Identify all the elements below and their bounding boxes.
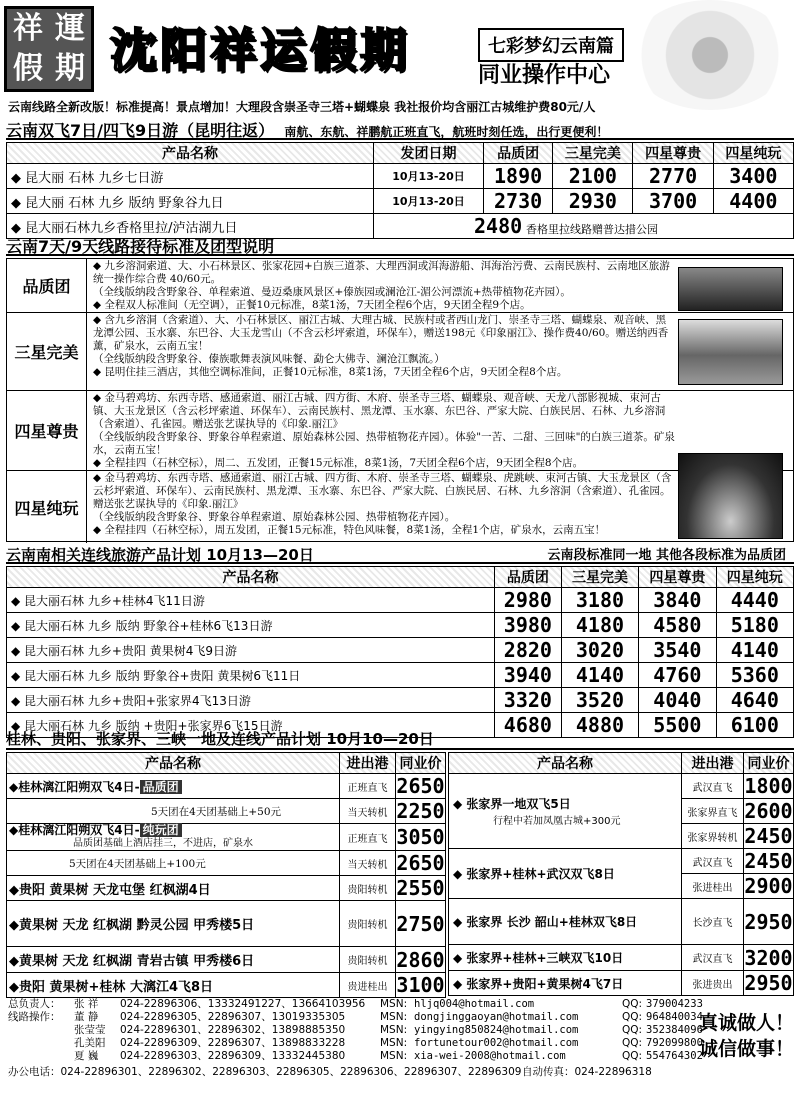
msn-label: MSN: xyxy=(380,1037,408,1049)
links-table xyxy=(6,566,794,738)
section-title: 云南南相关连线旅游产品计划 10月13—20日 xyxy=(6,546,314,564)
standard-text xyxy=(93,314,675,379)
slogan-line: 真诚做人！ xyxy=(698,1012,794,1034)
stage-show-photo xyxy=(678,453,783,539)
price: 3940 xyxy=(495,663,562,688)
col-header: 发团日期 xyxy=(374,143,484,164)
price: 3520 xyxy=(561,688,638,713)
page-title: 沈阳祥运假期 xyxy=(110,23,410,77)
port: 贵阳转机 xyxy=(340,901,396,947)
price: 2930 xyxy=(553,189,633,214)
price: 6100 xyxy=(716,713,793,738)
price: 2650 xyxy=(396,774,445,798)
col-header: 同业价 xyxy=(744,753,794,774)
product-name: ◆ 昆大丽石林 九乡+桂林4飞11日游 xyxy=(7,588,495,613)
product-name: ◆黄果树 天龙 红枫湖 黔灵公园 甲秀楼5日 xyxy=(7,901,340,947)
contact-msn[interactable]: dongjinggaoyan@hotmail.com xyxy=(414,1011,579,1023)
msn-label: MSN: xyxy=(380,1024,408,1036)
guilin-left-table xyxy=(6,752,446,998)
date: 10月13-20日 xyxy=(374,189,484,214)
contact-row xyxy=(74,1024,703,1037)
product-name: ◆ 昆大丽石林 九乡+贵阳 黄果树4飞9日游 xyxy=(7,638,495,663)
price: 3980 xyxy=(495,613,562,638)
contact-msn[interactable]: yingying850824@hotmail.com xyxy=(414,1024,579,1036)
section-title: 云南7天/9天线路接待标准及团型说明 xyxy=(6,237,275,256)
section-links-title xyxy=(6,544,794,564)
price: 3840 xyxy=(639,588,716,613)
slogan xyxy=(678,1010,794,1062)
price: 2450 xyxy=(744,849,793,873)
price: 4180 xyxy=(561,613,638,638)
standard-line: ◆ 全程挂四（石林空标），周五发团，正餐15元标准，特色风味餐，8菜1汤，全程1个店，矿泉水，云南五宝！ xyxy=(93,524,606,536)
price: 2950 xyxy=(744,899,794,945)
standard-label: 四星纯玩 xyxy=(7,471,87,543)
price: 3320 xyxy=(495,688,562,713)
col-header: 同业价 xyxy=(396,753,446,774)
contact-row xyxy=(74,1011,703,1024)
col-header: 四星尊贵 xyxy=(633,143,713,164)
product-name: ◆ 张家界+桂林+武汉双飞8日 xyxy=(449,849,682,899)
standard-row xyxy=(7,259,793,313)
product-name: ◆黄果树 天龙 红枫湖 青岩古镇 甲秀楼6日 xyxy=(7,947,340,973)
price: 3540 xyxy=(639,638,716,663)
product-name: ◆桂林漓江阳朔双飞4日- xyxy=(9,823,140,837)
standard-line: （全线版纳段含野象谷、傣族歌舞表演风味餐、勐仑大佛寺、澜沧江飘流。） xyxy=(93,353,445,365)
standard-row xyxy=(7,391,793,471)
standard-row xyxy=(7,471,793,543)
tier-tag: 品质团 xyxy=(140,780,182,794)
price: 2600 xyxy=(744,799,793,823)
contact-msn[interactable]: fortunetour002@hotmail.com xyxy=(414,1037,579,1049)
contact-name: 张莹莹 xyxy=(74,1024,106,1036)
product-name: ◆ 昆大丽 石林 九乡 版纳 野象谷九日 xyxy=(7,189,374,214)
port: 武汉直飞 xyxy=(682,774,744,799)
standard-text xyxy=(93,472,675,537)
label-manager: 总负责人： xyxy=(8,998,61,1010)
price: 3020 xyxy=(561,638,638,663)
price: 2550 xyxy=(396,876,445,900)
price: 3200 xyxy=(744,945,793,970)
price: 2900 xyxy=(744,874,793,898)
port: 贵阳转机 xyxy=(340,876,396,901)
section-title: 云南双飞7日/四飞9日游（昆明往返） xyxy=(6,121,275,140)
col-header: 产品名称 xyxy=(7,753,340,774)
product-name: ◆ 昆大丽石林 九乡 版纳 野象谷+桂林6飞13日游 xyxy=(7,613,495,638)
price: 2950 xyxy=(744,971,793,995)
col-header: 品质团 xyxy=(495,567,562,588)
product-note: 5天团在4天团基础上+100元 xyxy=(7,851,340,876)
col-header: 进出港 xyxy=(682,753,744,774)
center-name: 同业操作中心 xyxy=(478,63,611,88)
standard-text xyxy=(93,260,675,312)
price: 4140 xyxy=(716,638,793,663)
port: 武汉直飞 xyxy=(682,945,744,971)
contact-qq: 964840034 xyxy=(646,1011,703,1023)
price: 2750 xyxy=(396,901,446,947)
col-header: 进出港 xyxy=(340,753,396,774)
product-cell xyxy=(449,774,682,849)
section-note: 南航、东航、祥鹏航正班直飞，航班时刻任选，出行更便利！ xyxy=(284,125,609,139)
price-note: 香格里拉线路赠普达措公园 xyxy=(526,223,658,236)
product-note: 5天团在4天团基础上+50元 xyxy=(7,799,340,824)
product-name: ◆ 昆大丽石林九乡香格里拉/泸沽湖九日 xyxy=(7,214,374,239)
port: 正班直飞 xyxy=(340,824,396,851)
col-header: 三星完美 xyxy=(561,567,638,588)
price: 3100 xyxy=(396,973,445,997)
port: 张家界直飞 xyxy=(682,799,744,824)
tier-tag: 纯玩团 xyxy=(140,823,182,837)
price: 4400 xyxy=(713,189,793,214)
contact-name: 张 祥 xyxy=(74,998,99,1010)
col-header: 产品名称 xyxy=(7,143,374,164)
contact-qq: 379004233 xyxy=(646,998,703,1010)
slogan-line: 诚信做事！ xyxy=(698,1038,794,1060)
contact-tel: 024-22896305、22896307、13019335305 xyxy=(120,1011,346,1023)
logo-char: 期 xyxy=(55,51,85,86)
price: 2480 xyxy=(474,214,523,238)
qq-label: QQ: xyxy=(622,1024,643,1036)
product-note: 品质团基础上酒店挂三，不进店，矿泉水 xyxy=(73,838,253,849)
msn-label: MSN: xyxy=(380,1050,408,1062)
date: 10月13-20日 xyxy=(374,164,484,189)
standard-line: （全线版纳段含野象谷、野象谷单程索道、原始森林公园、热带植物花卉园）。体验"一苦、二甜、三回味"的白族三道茶。矿泉水，云南五宝！ xyxy=(93,431,675,456)
port: 张家界转机 xyxy=(682,824,744,849)
product-name: ◆ 张家界一地双飞5日 xyxy=(453,797,571,811)
contact-row xyxy=(74,1050,703,1063)
subtitle-box: 七彩梦幻云南篇 xyxy=(478,28,624,62)
office-phones: 办公电话：024-22896301、22896302、22896303、22896305、22896306、22896307、22896309 xyxy=(8,1066,522,1078)
qq-label: QQ: xyxy=(622,998,643,1010)
yunnan-table xyxy=(6,142,794,239)
section-yunnan-title xyxy=(6,118,794,140)
product-name: ◆ 昆大丽石林 九乡 版纳 野象谷+贵阳 黄果树6飞11日 xyxy=(7,663,495,688)
product-name: ◆ 昆大丽 石林 九乡七日游 xyxy=(7,164,374,189)
product-name: ◆ 昆大丽石林 九乡+贵阳+张家界4飞13日游 xyxy=(7,688,495,713)
standard-row xyxy=(7,313,793,391)
col-header: 产品名称 xyxy=(7,567,495,588)
standard-line: ◆ 九乡溶洞索道、大、小石林景区、张家花园+白族三道茶、大理西洞或洱海游船、洱海治污费、云南民族村、云南地区旅游统一操作综合费 40/60元。 xyxy=(93,260,670,285)
product-name: ◆贵阳 黄果树+桂林 大漓江4飞8日 xyxy=(7,973,340,998)
price: 2770 xyxy=(633,164,713,189)
product-name: ◆ 昆大丽石林 九乡 版纳 +贵阳+张家界6飞15日游 xyxy=(7,713,495,738)
price: 4440 xyxy=(716,588,793,613)
col-header: 四星纯玩 xyxy=(716,567,793,588)
logo-char: 假 xyxy=(13,51,43,86)
standard-label: 三星完美 xyxy=(7,313,87,390)
price: 4140 xyxy=(561,663,638,688)
contact-name: 孔美阳 xyxy=(74,1037,106,1049)
price: 2980 xyxy=(495,588,562,613)
port: 张进贵出 xyxy=(682,971,744,996)
logo-char: 祥 xyxy=(13,11,43,46)
contact-tel: 024-22896301、22896302、13898885350 xyxy=(120,1024,346,1036)
price: 4880 xyxy=(561,713,638,738)
product-name: ◆桂林漓江阳朔双飞4日- xyxy=(9,779,140,794)
notice: 云南线路全新改版！标准提高！景点增加！大理段含崇圣寺三塔+蝴蝶泉 我社报价均含丽江古城维护费80元/人 xyxy=(8,100,596,114)
standard-line: ◆ 金马碧鸡坊、东西寺塔、感通索道、丽江古城、四方街、木府、崇圣寺三塔、蝴蝶泉、观音峡、天龙八部影视城、束河古镇、大玉龙景区（含云杉坪索道、环保车）、云南民族村、黑龙潭、玉水寨、东巴谷、严家大院、白族民居、石林、九乡溶洞（含索道）、孔雀园。赠送张艺谋执导的《印象.丽江》 xyxy=(93,392,666,430)
port: 正班直飞 xyxy=(340,774,396,799)
price: 4580 xyxy=(639,613,716,638)
contact-name: 夏 巍 xyxy=(74,1050,99,1062)
price: 4040 xyxy=(639,688,716,713)
contact-name: 董 静 xyxy=(74,1011,99,1023)
price: 2730 xyxy=(484,189,553,214)
product-note: 行程中若加凤凰古城+300元 xyxy=(493,816,621,827)
label-operators: 线路操作： xyxy=(8,1011,61,1023)
contact-tel: 024-22896306、13332491227、13664103956 xyxy=(120,998,366,1010)
price: 2860 xyxy=(396,947,445,972)
standard-line: （全线版纳段含野象谷、野象谷单程索道、原始森林公园、热带植物花卉园）。 xyxy=(93,511,456,523)
contact-qq: 554764302 xyxy=(646,1050,703,1062)
standard-line: ◆ 全程双人标准间（无空调），正餐10元标准，8菜1汤，7天团全程6个店，9天团全程9个店。 xyxy=(93,299,531,311)
contact-row xyxy=(74,1037,703,1050)
standard-line: ◆ 全程挂四（石林空标），周二、五发团，正餐15元标准，8菜1汤，7天团全程6个店，9天团全程8个店。 xyxy=(93,457,584,469)
standard-text xyxy=(93,392,675,470)
product-name: ◆贵阳 黄果树 天龙屯堡 红枫湖4日 xyxy=(7,876,340,901)
price: 4640 xyxy=(716,688,793,713)
contact-row xyxy=(74,998,703,1011)
price: 5500 xyxy=(639,713,716,738)
product-name: ◆ 张家界 长沙 韶山+桂林双飞8日 xyxy=(449,899,682,945)
standard-line: ◆ 金马碧鸡坊、东西寺塔、感通索道、丽江古城、四方街、木府、崇圣寺三塔、蝴蝶泉、虎跳峡、束河古镇、大玉龙景区（含云杉坪索道、环保车）、云南民族村、黑龙潭、玉水寨、东巴谷、严家大院、白族民居、石林、九乡溶洞（含索道）、孔雀园。赠送张艺谋执导的《印象.丽江》 xyxy=(93,472,672,510)
standard-label: 品质团 xyxy=(7,259,87,312)
standard-line: ◆ 含九乡溶洞（含索道）、大、小石林景区、丽江古城、大理古城、民族村或者西山龙门、崇圣寺三塔、蝴蝶泉、观音峡、黑龙潭公园、玉水寨、东巴谷、大玉龙雪山（不含云杉坪索道，环保车），赠送198元《印象丽江》、操作费40/60。赠送纳西香薰，矿泉水，云南五宝！ xyxy=(93,314,669,352)
col-header: 品质团 xyxy=(484,143,553,164)
price: 5360 xyxy=(716,663,793,688)
flower-decoration xyxy=(630,0,790,110)
logo xyxy=(4,6,94,92)
qq-label: QQ: xyxy=(622,1037,643,1049)
price: 5180 xyxy=(716,613,793,638)
price: 2450 xyxy=(744,824,793,848)
price: 3180 xyxy=(561,588,638,613)
logo-char: 運 xyxy=(55,11,85,46)
price: 4760 xyxy=(639,663,716,688)
qq-label: QQ: xyxy=(622,1050,643,1062)
qq-label: QQ: xyxy=(622,1011,643,1023)
product-name: ◆ 张家界+桂林+三峡双飞10日 xyxy=(449,945,682,971)
price: 1890 xyxy=(484,164,553,189)
price: 2820 xyxy=(495,638,562,663)
port: 贵阳转机 xyxy=(340,947,396,973)
product-name: ◆ 张家界+贵阳+黄果树4飞7日 xyxy=(449,971,682,996)
col-header: 产品名称 xyxy=(449,753,682,774)
col-header: 四星纯玩 xyxy=(713,143,793,164)
price: 2100 xyxy=(553,164,633,189)
port: 武汉直飞 xyxy=(682,849,744,874)
standards-table xyxy=(6,258,794,542)
price: 3700 xyxy=(633,189,713,214)
price: 4680 xyxy=(495,713,562,738)
port: 当天转机 xyxy=(340,799,396,824)
section-title: 桂林、贵阳、张家界、三峡一地及连线产品计划 10月10—20日 xyxy=(6,730,434,748)
price: 1800 xyxy=(744,774,793,798)
price: 2250 xyxy=(396,799,445,823)
section-note: 云南段标准同一地 其他各段标准为品质团 xyxy=(547,548,786,563)
contact-msn[interactable]: hljq004@hotmail.com xyxy=(414,998,535,1010)
lake-mountain-photo xyxy=(678,319,783,385)
product-cell xyxy=(7,774,340,799)
section-guilin-title xyxy=(6,728,794,750)
product-cell xyxy=(7,824,340,851)
port: 贵进桂出 xyxy=(340,973,396,998)
msn-label: MSN: xyxy=(380,998,408,1010)
guilin-right-table xyxy=(448,752,794,996)
port: 当天转机 xyxy=(340,851,396,876)
section-standards-title xyxy=(6,234,794,256)
contact-tel: 024-22896303、22896309、13332445380 xyxy=(120,1050,346,1062)
msn-label: MSN: xyxy=(380,1011,408,1023)
col-header: 四星尊贵 xyxy=(639,567,716,588)
standard-line: （全线版纳段含野象谷、单程索道、曼迈桑康风景区+傣族园或澜沧江-湄公河漂流+热带植物花卉园）。 xyxy=(93,286,571,298)
port: 张进桂出 xyxy=(682,874,744,899)
col-header: 三星完美 xyxy=(553,143,633,164)
stone-forest-photo xyxy=(678,267,783,311)
contact-tel: 024-22896309、22896307、13898833228 xyxy=(120,1037,346,1049)
contact-qq: 792099800 xyxy=(646,1037,703,1049)
contact-msn[interactable]: xia-wei-2008@hotmail.com xyxy=(414,1050,566,1062)
contact-qq: 352384096 xyxy=(646,1024,703,1036)
fax-number: 自动传真：024-22896318 xyxy=(522,1066,652,1078)
price: 2650 xyxy=(396,851,445,875)
port: 长沙直飞 xyxy=(682,899,744,945)
standard-label: 四星尊贵 xyxy=(7,391,87,470)
price: 3050 xyxy=(396,825,445,849)
price: 3400 xyxy=(713,164,793,189)
standard-line: ◆ 昆明住挂三酒店，其他空调标准间，正餐10元标准，8菜1汤，7天团全程6个店，9天团全程8个店。 xyxy=(93,366,568,378)
